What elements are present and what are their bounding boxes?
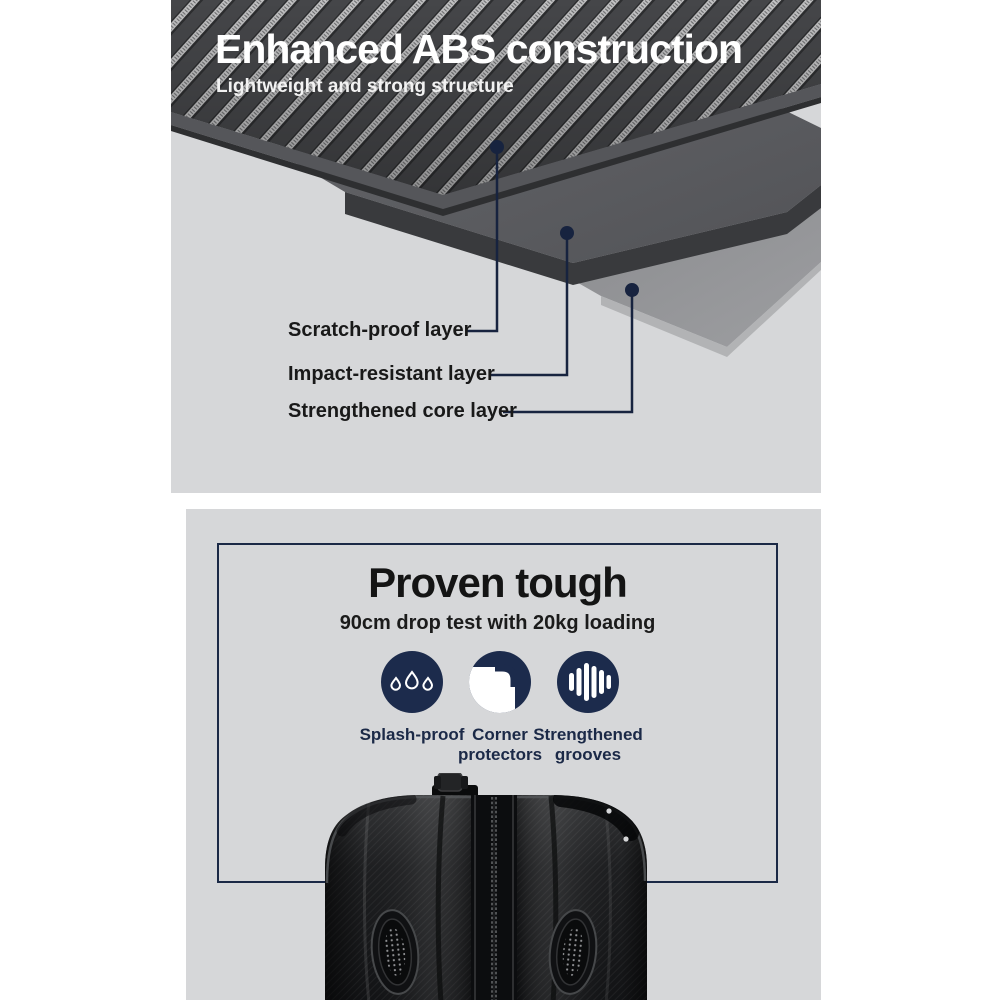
proven-tough-section	[186, 509, 821, 1000]
feature-label: Splash-proof	[359, 725, 465, 744]
tough-section-subtitle: 90cm drop test with 20kg loading	[339, 612, 656, 634]
abs-section-title: Enhanced ABS construction	[215, 26, 743, 72]
abs-section-subtitle: Lightweight and strong structure	[216, 76, 514, 97]
strengthened-core-layer-label: Strengthened core layer	[288, 400, 517, 422]
feature-label: Strengthened grooves	[533, 725, 643, 765]
water-droplets-icon	[381, 651, 443, 713]
impact-resistant-layer-label: Impact-resistant layer	[288, 363, 495, 385]
grooves-icon	[557, 651, 619, 713]
feature-label: Corner protectors	[457, 725, 543, 765]
tough-section-title: Proven tough	[368, 559, 627, 606]
corner-protector-icon	[469, 651, 531, 713]
suitcase-image	[325, 773, 647, 1000]
scratch-proof-layer-label: Scratch-proof layer	[288, 319, 472, 341]
abs-construction-section	[171, 0, 821, 493]
feature-strengthened-grooves	[532, 651, 644, 765]
